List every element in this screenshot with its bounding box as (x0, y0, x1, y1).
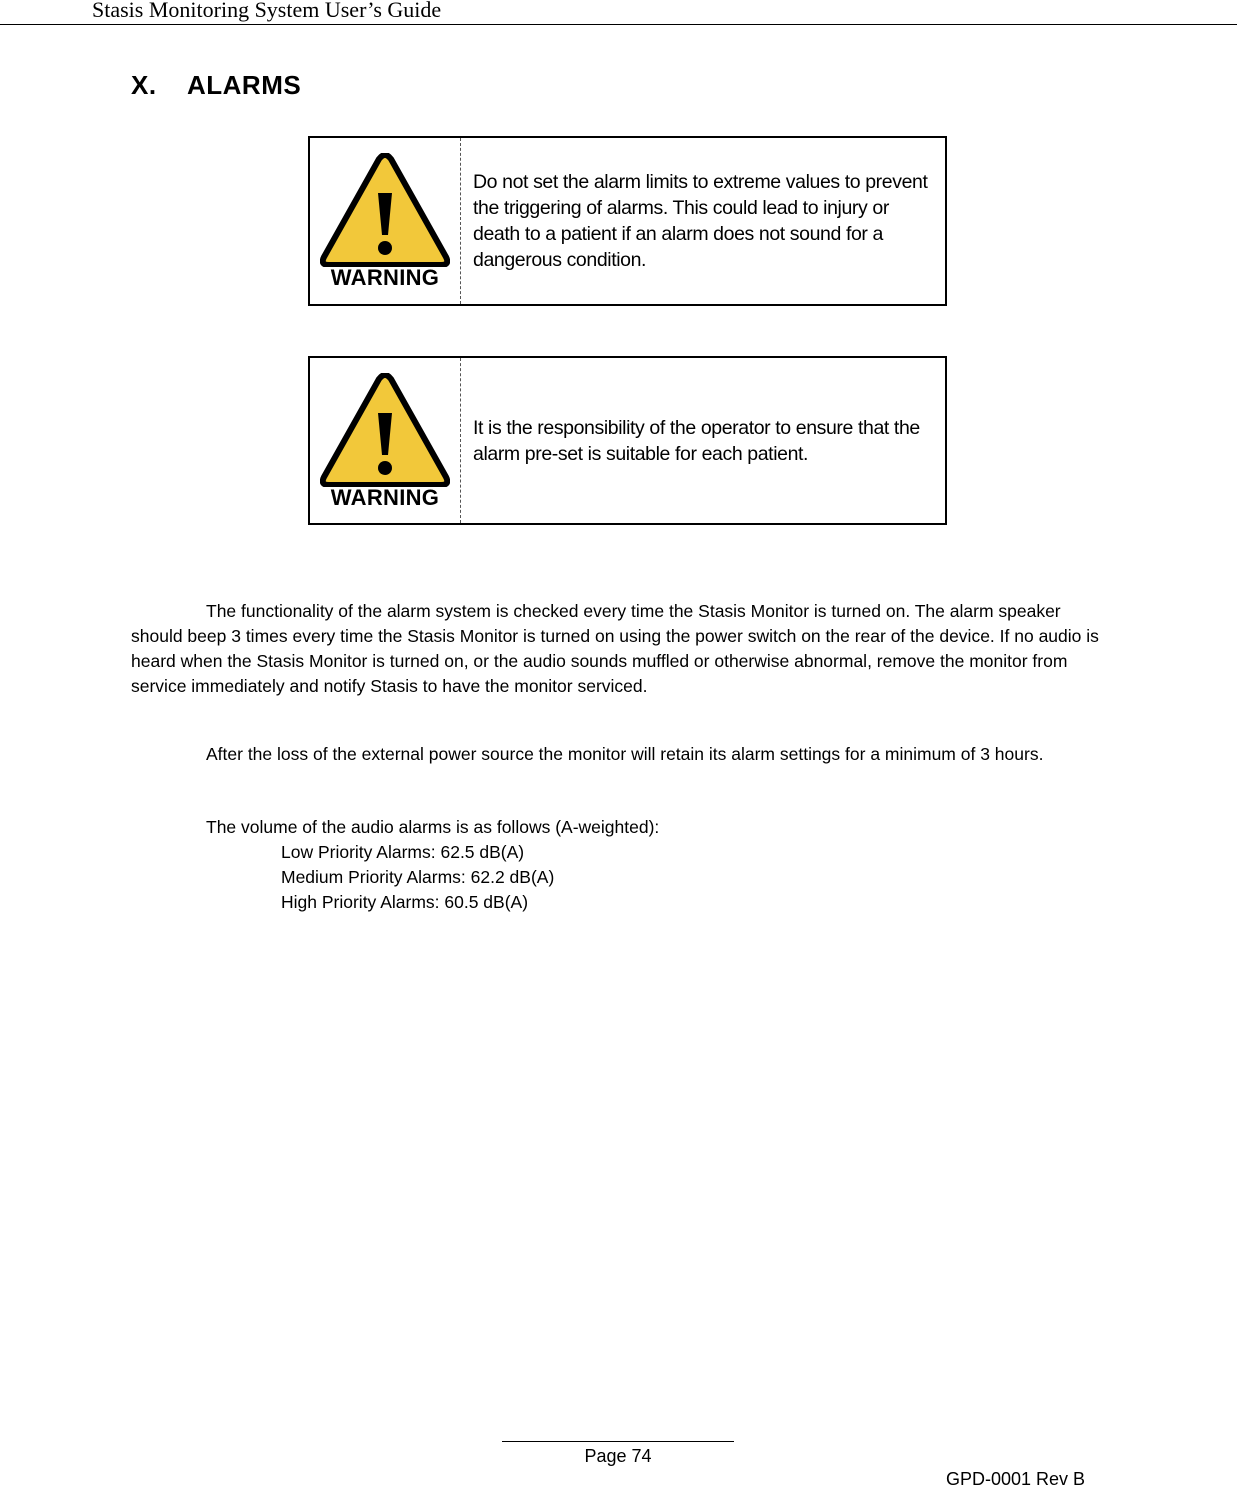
warning-triangle-icon (320, 153, 450, 267)
running-header: Stasis Monitoring System User’s Guide (92, 0, 442, 22)
paragraph-text: The volume of the audio alarms is as follows (A-weighted): (206, 817, 660, 837)
warning-label: WARNING (330, 484, 440, 510)
warning-label: WARNING (330, 265, 440, 290)
warning-icon-cell (310, 358, 461, 523)
warning-message: Do not set the alarm limits to extreme values to prevent the triggering of alarms. This could lead to injury or death to a patient if an alarm does not sound for a dangerous condition. (473, 171, 928, 271)
warning-message: It is the responsibility of the operator to ensure that the alarm pre-set is suitable for each patient. (473, 416, 920, 465)
volume-high: High Priority Alarms: 60.5 dB(A) (281, 892, 529, 912)
warning-icon-cell (310, 138, 461, 304)
section-title: ALARMS (187, 70, 302, 100)
paragraph-power-loss (131, 742, 1116, 767)
volume-low: Low Priority Alarms: 62.5 dB(A) (281, 842, 525, 862)
paragraph-alarm-check (131, 599, 1116, 699)
paragraph-text: After the loss of the external power source the monitor will retain its alarm settings for a minimum of 3 hours. (206, 744, 1044, 764)
section-heading (131, 70, 301, 101)
page-number: Page 74 (584, 1446, 652, 1466)
warning-box-operator-responsibility (308, 356, 947, 525)
document-id: GPD-0001 Rev B (946, 1469, 1086, 1489)
section-number: X. (131, 70, 157, 100)
paragraph-alarm-volume (131, 815, 1116, 915)
header-divider (0, 24, 1237, 25)
paragraph-text: The functionality of the alarm system is checked every time the Stasis Monitor is turned on. The alarm speaker should beep 3 times every time the Stasis Monitor is turned on using the power switch on the rear of the device. If no audio is heard when the Stasis Monitor is turned on, or the audio sounds muffled or otherwise abnormal, remove the monitor from service immediately and notify Stasis to have the monitor serviced. (131, 601, 1099, 696)
volume-medium: Medium Priority Alarms: 62.2 dB(A) (281, 867, 555, 887)
warning-box-alarm-limits (308, 136, 947, 306)
footer-divider (502, 1441, 734, 1442)
warning-triangle-icon (320, 373, 450, 487)
